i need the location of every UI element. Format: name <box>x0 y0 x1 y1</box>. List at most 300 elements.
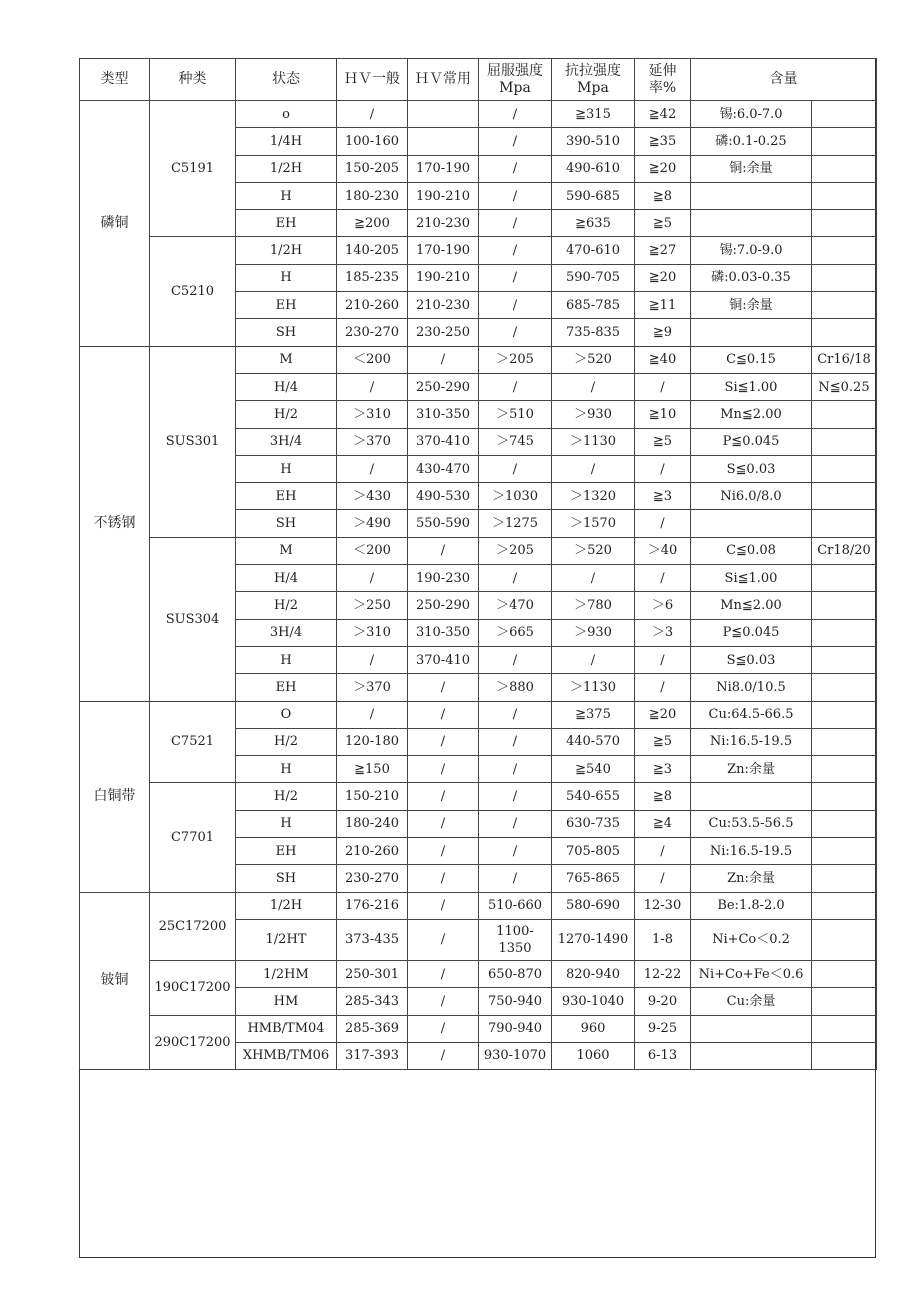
hv-general-cell: 140-205 <box>337 237 408 264</box>
kind-cell: C5191 <box>150 101 236 237</box>
hv-general-cell: 210-260 <box>337 292 408 319</box>
state-cell: 3H/4 <box>236 428 337 455</box>
tensile-cell: 440-570 <box>552 728 635 755</box>
content-cell: Cu:余量 <box>691 988 812 1015</box>
content-extra-cell <box>812 182 877 209</box>
state-cell: 1/4H <box>236 128 337 155</box>
yield-cell: 650-870 <box>479 960 552 987</box>
hv-general-cell: 210-260 <box>337 838 408 865</box>
elongation-cell: ≧5 <box>635 728 691 755</box>
state-cell: 3H/4 <box>236 619 337 646</box>
header-hv-common: ＨＶ常用 <box>408 59 479 101</box>
tensile-cell: 1060 <box>552 1042 635 1069</box>
yield-cell: / <box>479 373 552 400</box>
table-row <box>80 960 877 987</box>
table-row <box>80 101 877 128</box>
hv-general-cell: 250-301 <box>337 960 408 987</box>
yield-cell: / <box>479 292 552 319</box>
type-cell: 铍铜 <box>80 892 150 1069</box>
content-extra-cell <box>812 565 877 592</box>
header-hv-general: ＨＶ一般 <box>337 59 408 101</box>
state-cell: H/4 <box>236 373 337 400</box>
hv-common-cell: / <box>408 346 479 373</box>
table-row <box>80 237 877 264</box>
content-cell <box>691 1042 812 1069</box>
hv-common-cell: / <box>408 674 479 701</box>
hv-general-cell: 176-216 <box>337 892 408 919</box>
header-elongation: 延伸率% <box>635 59 691 101</box>
hv-common-cell: / <box>408 1042 479 1069</box>
table-row <box>80 892 877 919</box>
tensile-cell: 960 <box>552 1015 635 1042</box>
hv-common-cell: 370-410 <box>408 646 479 673</box>
hv-general-cell: / <box>337 646 408 673</box>
elongation-cell: ≧42 <box>635 101 691 128</box>
hv-common-cell: / <box>408 919 479 960</box>
header-tensile-strength: 抗拉强度Mpa <box>552 59 635 101</box>
yield-cell: / <box>479 210 552 237</box>
hv-common-cell: / <box>408 838 479 865</box>
state-cell: H/4 <box>236 565 337 592</box>
hv-general-cell: 120-180 <box>337 728 408 755</box>
hv-general-cell: 230-270 <box>337 319 408 346</box>
content-extra-cell <box>812 756 877 783</box>
state-cell: M <box>236 346 337 373</box>
tensile-cell: ＞1130 <box>552 428 635 455</box>
content-extra-cell <box>812 919 877 960</box>
yield-cell: ＞510 <box>479 401 552 428</box>
state-cell: H <box>236 646 337 673</box>
content-cell: S≦0.03 <box>691 455 812 482</box>
content-cell: Ni8.0/10.5 <box>691 674 812 701</box>
hv-common-cell: / <box>408 756 479 783</box>
content-extra-cell <box>812 701 877 728</box>
content-extra-cell <box>812 319 877 346</box>
elongation-cell: ≧5 <box>635 210 691 237</box>
content-extra-cell: Cr16/18 <box>812 346 877 373</box>
hv-common-cell: / <box>408 892 479 919</box>
content-extra-cell <box>812 988 877 1015</box>
state-cell: 1/2H <box>236 892 337 919</box>
yield-cell: / <box>479 728 552 755</box>
content-extra-cell <box>812 646 877 673</box>
tensile-cell: 470-610 <box>552 237 635 264</box>
hv-common-cell <box>408 128 479 155</box>
content-extra-cell <box>812 728 877 755</box>
type-cell: 不锈钢 <box>80 346 150 701</box>
content-cell: 锡:7.0-9.0 <box>691 237 812 264</box>
state-cell: M <box>236 537 337 564</box>
tensile-cell: 685-785 <box>552 292 635 319</box>
content-extra-cell <box>812 892 877 919</box>
kind-cell: SUS301 <box>150 346 236 537</box>
content-extra-cell <box>812 960 877 987</box>
yield-cell: 510-660 <box>479 892 552 919</box>
kind-cell: SUS304 <box>150 537 236 701</box>
state-cell: 1/2HM <box>236 960 337 987</box>
elongation-cell: ≧8 <box>635 783 691 810</box>
kind-cell: 25C17200 <box>150 892 236 960</box>
elongation-cell: ≧9 <box>635 319 691 346</box>
content-cell: Mn≦2.00 <box>691 401 812 428</box>
kind-cell: 190C17200 <box>150 960 236 1015</box>
elongation-cell: ≧4 <box>635 810 691 837</box>
yield-cell: / <box>479 565 552 592</box>
content-extra-cell <box>812 401 877 428</box>
state-cell: 1/2H <box>236 155 337 182</box>
content-cell: C≦0.08 <box>691 537 812 564</box>
content-extra-cell <box>812 483 877 510</box>
tensile-cell: ＞1570 <box>552 510 635 537</box>
hv-common-cell: / <box>408 988 479 1015</box>
tensile-cell: 540-655 <box>552 783 635 810</box>
elongation-cell: / <box>635 865 691 892</box>
yield-cell: ＞665 <box>479 619 552 646</box>
tensile-cell: / <box>552 373 635 400</box>
content-extra-cell <box>812 838 877 865</box>
hv-common-cell: / <box>408 728 479 755</box>
elongation-cell: ≧20 <box>635 701 691 728</box>
elongation-cell: ≧20 <box>635 155 691 182</box>
header-row <box>80 59 877 101</box>
hv-general-cell: ＜200 <box>337 346 408 373</box>
header-type: 类型 <box>80 59 150 101</box>
yield-cell: ＞470 <box>479 592 552 619</box>
hv-common-cell: 210-230 <box>408 292 479 319</box>
content-extra-cell <box>812 783 877 810</box>
state-cell: H <box>236 810 337 837</box>
elongation-cell: / <box>635 838 691 865</box>
hv-general-cell: ＞370 <box>337 428 408 455</box>
yield-cell: / <box>479 237 552 264</box>
elongation-cell: ≧27 <box>635 237 691 264</box>
content-cell: 磷:0.1-0.25 <box>691 128 812 155</box>
yield-cell: ＞205 <box>479 537 552 564</box>
content-cell: Ni:16.5-19.5 <box>691 838 812 865</box>
elongation-cell: 12-22 <box>635 960 691 987</box>
state-cell: EH <box>236 674 337 701</box>
content-extra-cell: N≦0.25 <box>812 373 877 400</box>
header-content: 含量 <box>691 59 877 101</box>
hv-general-cell: 230-270 <box>337 865 408 892</box>
yield-cell: 790-940 <box>479 1015 552 1042</box>
table-row <box>80 1015 877 1042</box>
elongation-cell: 9-20 <box>635 988 691 1015</box>
content-extra-cell: Cr18/20 <box>812 537 877 564</box>
hv-general-cell: ＞310 <box>337 401 408 428</box>
hv-common-cell: / <box>408 1015 479 1042</box>
content-cell: Zn:余量 <box>691 865 812 892</box>
yield-cell: / <box>479 646 552 673</box>
tensile-cell: ＞930 <box>552 619 635 646</box>
content-cell: Si≦1.00 <box>691 373 812 400</box>
hv-general-cell: / <box>337 701 408 728</box>
header-kind: 种类 <box>150 59 236 101</box>
hv-general-cell: ≧150 <box>337 756 408 783</box>
kind-cell: C7521 <box>150 701 236 783</box>
content-cell: Cu:64.5-66.5 <box>691 701 812 728</box>
hv-common-cell: 170-190 <box>408 155 479 182</box>
kind-cell: C7701 <box>150 783 236 892</box>
tensile-cell: 765-865 <box>552 865 635 892</box>
content-cell: Ni+Co+Fe＜0.6 <box>691 960 812 987</box>
yield-cell: ＞1275 <box>479 510 552 537</box>
hv-general-cell: 285-343 <box>337 988 408 1015</box>
state-cell: 1/2H <box>236 237 337 264</box>
state-cell: H/2 <box>236 783 337 810</box>
elongation-cell: ≧11 <box>635 292 691 319</box>
hv-common-cell: 230-250 <box>408 319 479 346</box>
content-extra-cell <box>812 674 877 701</box>
tensile-cell: 820-940 <box>552 960 635 987</box>
state-cell: H/2 <box>236 728 337 755</box>
content-extra-cell <box>812 128 877 155</box>
content-cell: P≦0.045 <box>691 428 812 455</box>
yield-cell: / <box>479 455 552 482</box>
hv-general-cell: / <box>337 373 408 400</box>
tensile-cell: 705-805 <box>552 838 635 865</box>
state-cell: H <box>236 182 337 209</box>
type-cell: 磷铜 <box>80 101 150 347</box>
yield-cell: / <box>479 783 552 810</box>
content-extra-cell <box>812 1015 877 1042</box>
content-cell: 铜:余量 <box>691 292 812 319</box>
elongation-cell: ＞3 <box>635 619 691 646</box>
elongation-cell: / <box>635 510 691 537</box>
state-cell: EH <box>236 210 337 237</box>
yield-cell: / <box>479 865 552 892</box>
content-extra-cell <box>812 210 877 237</box>
tensile-cell: ≧540 <box>552 756 635 783</box>
hv-general-cell: 100-160 <box>337 128 408 155</box>
hv-general-cell: ＞250 <box>337 592 408 619</box>
elongation-cell: ≧20 <box>635 264 691 291</box>
hv-general-cell: 185-235 <box>337 264 408 291</box>
content-cell <box>691 510 812 537</box>
hv-general-cell: 150-210 <box>337 783 408 810</box>
hv-common-cell <box>408 101 479 128</box>
hv-common-cell: 190-230 <box>408 565 479 592</box>
state-cell: 1/2HT <box>236 919 337 960</box>
tensile-cell: / <box>552 455 635 482</box>
content-extra-cell <box>812 810 877 837</box>
elongation-cell: ≧8 <box>635 182 691 209</box>
hv-general-cell: 285-369 <box>337 1015 408 1042</box>
hv-general-cell: 373-435 <box>337 919 408 960</box>
content-cell: Ni:16.5-19.5 <box>691 728 812 755</box>
state-cell: EH <box>236 292 337 319</box>
tensile-cell: 1270-1490 <box>552 919 635 960</box>
tensile-cell: 590-705 <box>552 264 635 291</box>
hv-common-cell: 190-210 <box>408 182 479 209</box>
hv-general-cell: 180-240 <box>337 810 408 837</box>
hv-general-cell: ＜200 <box>337 537 408 564</box>
hv-general-cell: ＞370 <box>337 674 408 701</box>
yield-cell: 930-1070 <box>479 1042 552 1069</box>
tensile-cell: ≧635 <box>552 210 635 237</box>
header-state: 状态 <box>236 59 337 101</box>
state-cell: XHMB/TM06 <box>236 1042 337 1069</box>
content-cell: Zn:余量 <box>691 756 812 783</box>
state-cell: o <box>236 101 337 128</box>
content-cell: Ni6.0/8.0 <box>691 483 812 510</box>
content-extra-cell <box>812 510 877 537</box>
state-cell: EH <box>236 838 337 865</box>
state-cell: H <box>236 455 337 482</box>
table-row <box>80 701 877 728</box>
elongation-cell: 12-30 <box>635 892 691 919</box>
content-cell: 铜:余量 <box>691 155 812 182</box>
content-cell: Mn≦2.00 <box>691 592 812 619</box>
elongation-cell: ≧35 <box>635 128 691 155</box>
hv-general-cell: ＞310 <box>337 619 408 646</box>
state-cell: H <box>236 264 337 291</box>
content-extra-cell <box>812 865 877 892</box>
table-row <box>80 346 877 373</box>
elongation-cell: / <box>635 674 691 701</box>
tensile-cell: 930-1040 <box>552 988 635 1015</box>
state-cell: SH <box>236 865 337 892</box>
content-extra-cell <box>812 428 877 455</box>
content-extra-cell <box>812 155 877 182</box>
tensile-cell: 580-690 <box>552 892 635 919</box>
state-cell: H/2 <box>236 401 337 428</box>
elongation-cell: ≧10 <box>635 401 691 428</box>
yield-cell: / <box>479 128 552 155</box>
elongation-cell: / <box>635 455 691 482</box>
state-cell: O <box>236 701 337 728</box>
elongation-cell: ≧40 <box>635 346 691 373</box>
state-cell: HMB/TM04 <box>236 1015 337 1042</box>
content-extra-cell <box>812 237 877 264</box>
material-spec-table <box>79 58 877 1070</box>
state-cell: SH <box>236 319 337 346</box>
type-cell: 白铜带 <box>80 701 150 892</box>
elongation-cell: 9-25 <box>635 1015 691 1042</box>
hv-general-cell: / <box>337 101 408 128</box>
tensile-cell: ＞1130 <box>552 674 635 701</box>
yield-cell: 750-940 <box>479 988 552 1015</box>
content-cell <box>691 319 812 346</box>
yield-cell: ＞1030 <box>479 483 552 510</box>
tensile-cell: 390-510 <box>552 128 635 155</box>
hv-common-cell: 490-530 <box>408 483 479 510</box>
hv-common-cell: / <box>408 701 479 728</box>
content-extra-cell <box>812 619 877 646</box>
hv-common-cell: 430-470 <box>408 455 479 482</box>
elongation-cell: / <box>635 565 691 592</box>
yield-cell: / <box>479 264 552 291</box>
content-cell: 磷:0.03-0.35 <box>691 264 812 291</box>
table-row <box>80 783 877 810</box>
hv-general-cell: 317-393 <box>337 1042 408 1069</box>
yield-cell: ＞205 <box>479 346 552 373</box>
tensile-cell: 590-685 <box>552 182 635 209</box>
content-extra-cell <box>812 592 877 619</box>
content-cell: Cu:53.5-56.5 <box>691 810 812 837</box>
elongation-cell: 6-13 <box>635 1042 691 1069</box>
tensile-cell: 735-835 <box>552 319 635 346</box>
tensile-cell: ＞780 <box>552 592 635 619</box>
hv-general-cell: / <box>337 455 408 482</box>
yield-cell: / <box>479 319 552 346</box>
content-extra-cell <box>812 455 877 482</box>
content-cell: Be:1.8-2.0 <box>691 892 812 919</box>
hv-general-cell: 150-205 <box>337 155 408 182</box>
elongation-cell: / <box>635 373 691 400</box>
hv-common-cell: 190-210 <box>408 264 479 291</box>
hv-common-cell: / <box>408 810 479 837</box>
hv-common-cell: / <box>408 865 479 892</box>
yield-cell: / <box>479 838 552 865</box>
content-extra-cell <box>812 264 877 291</box>
content-cell <box>691 210 812 237</box>
hv-common-cell: / <box>408 783 479 810</box>
hv-common-cell: 550-590 <box>408 510 479 537</box>
elongation-cell: 1-8 <box>635 919 691 960</box>
tensile-cell: ＞520 <box>552 537 635 564</box>
content-cell: Si≦1.00 <box>691 565 812 592</box>
content-cell <box>691 1015 812 1042</box>
content-cell: P≦0.045 <box>691 619 812 646</box>
content-extra-cell <box>812 292 877 319</box>
hv-general-cell: 180-230 <box>337 182 408 209</box>
state-cell: H/2 <box>236 592 337 619</box>
state-cell: H <box>236 756 337 783</box>
yield-cell: 1100-1350 <box>479 919 552 960</box>
content-cell <box>691 182 812 209</box>
kind-cell: 290C17200 <box>150 1015 236 1070</box>
content-cell <box>691 783 812 810</box>
tensile-cell: ＞1320 <box>552 483 635 510</box>
hv-general-cell: ≧200 <box>337 210 408 237</box>
tensile-cell: ≧315 <box>552 101 635 128</box>
hv-common-cell: 310-350 <box>408 619 479 646</box>
content-cell: C≦0.15 <box>691 346 812 373</box>
tensile-cell: 490-610 <box>552 155 635 182</box>
state-cell: HM <box>236 988 337 1015</box>
yield-cell: / <box>479 101 552 128</box>
content-cell: Ni+Co＜0.2 <box>691 919 812 960</box>
hv-general-cell: / <box>337 565 408 592</box>
elongation-cell: ≧5 <box>635 428 691 455</box>
yield-cell: / <box>479 182 552 209</box>
header-yield-strength: 屈服强度Mpa <box>479 59 552 101</box>
tensile-cell: ＞520 <box>552 346 635 373</box>
hv-common-cell: 370-410 <box>408 428 479 455</box>
elongation-cell: ＞40 <box>635 537 691 564</box>
elongation-cell: ＞6 <box>635 592 691 619</box>
elongation-cell: ≧3 <box>635 756 691 783</box>
elongation-cell: ≧3 <box>635 483 691 510</box>
hv-common-cell: 250-290 <box>408 592 479 619</box>
hv-common-cell: 170-190 <box>408 237 479 264</box>
yield-cell: / <box>479 810 552 837</box>
table-body <box>80 101 877 1070</box>
hv-general-cell: ＞430 <box>337 483 408 510</box>
hv-common-cell: / <box>408 537 479 564</box>
hv-common-cell: 210-230 <box>408 210 479 237</box>
tensile-cell: ≧375 <box>552 701 635 728</box>
yield-cell: / <box>479 756 552 783</box>
yield-cell: ＞745 <box>479 428 552 455</box>
yield-cell: / <box>479 155 552 182</box>
hv-common-cell: 250-290 <box>408 373 479 400</box>
table-row <box>80 537 877 564</box>
state-cell: EH <box>236 483 337 510</box>
tensile-cell: / <box>552 565 635 592</box>
content-extra-cell <box>812 101 877 128</box>
